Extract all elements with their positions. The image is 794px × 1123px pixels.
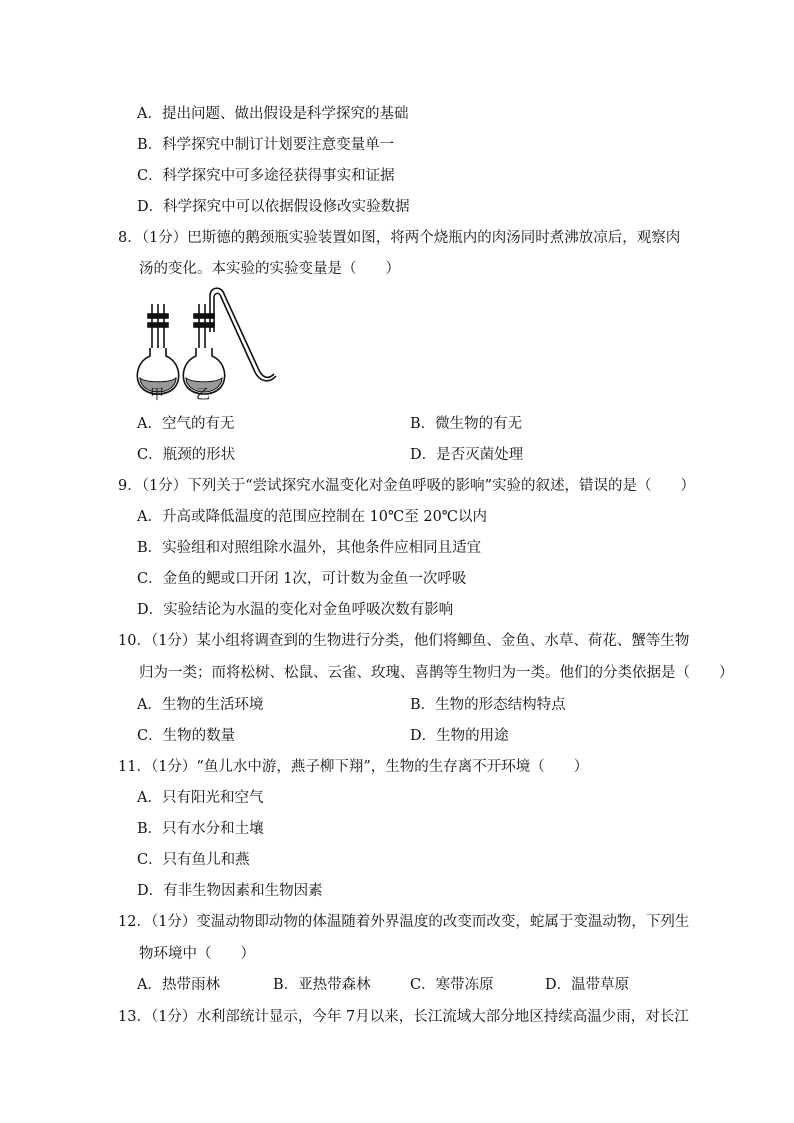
q11-stem: 11．（1分）“鱼儿水中游，燕子柳下翔”，生物的生存离不开环境（ ） (118, 759, 589, 775)
q12-option-c: C．寒带冻原 (410, 977, 494, 993)
q12-stem-line1: 12．（1分）变温动物即动物的体温随着外界温度的改变而改变，蛇属于变温动物，下列生 (118, 914, 690, 930)
q9-option-d: D．实验结论为水温的变化对金鱼呼吸次数有影响 (137, 602, 454, 618)
q9-stem: 9．（1分）下列关于“尝试探究水温变化对金鱼呼吸的影响”实验的叙述，错误的是（ ） (118, 478, 696, 494)
q8-option-b: B．微生物的有无 (410, 416, 523, 432)
q9-option-c: C．金鱼的鳃或口开闭 1次，可计数为金鱼一次呼吸 (137, 571, 467, 587)
q7-option-a: A．提出问题、做出假设是科学探究的基础 (137, 106, 409, 122)
q10-option-d: D．生物的用途 (410, 728, 509, 744)
q8-option-a: A．空气的有无 (137, 416, 235, 432)
q11-option-a: A．只有阳光和空气 (137, 790, 264, 806)
q9-option-a: A．升高或降低温度的范围应控制在 10℃至 20℃以内 (137, 509, 488, 525)
q8-stem-line1: 8．（1分）巴斯德的鹅颈瓶实验装置如图，将两个烧瓶内的肉汤同时煮沸放凉后，观察肉 (118, 230, 681, 246)
q12-option-a: A．热带雨林 (137, 977, 220, 993)
figure-label-yi: 乙 (196, 387, 210, 403)
q13-stem-line1: 13．（1分）水利部统计显示，今年 7月以来，长江流域大部分地区持续高温少雨，对长江 (118, 1009, 689, 1025)
q7-option-d: D．科学探究中可以依据假设修改实验数据 (137, 199, 410, 215)
q10-stem-line1: 10．（1分）某小组将调查到的生物进行分类，他们将鲫鱼、金鱼、水草、荷花、蟹等生物 (118, 633, 690, 649)
q11-option-c: C．只有鱼儿和燕 (137, 852, 250, 868)
q10-stem-line2: 归为一类；而将松树、松鼠、云雀、玫瑰、喜鹊等生物归为一类。他们的分类依据是（ ） (139, 665, 734, 681)
q10-option-a: A．生物的生活环境 (137, 697, 264, 713)
figure-label-jia: 甲 (150, 387, 164, 403)
q10-option-c: C．生物的数量 (137, 728, 236, 744)
q10-option-b: B．生物的形态结构特点 (410, 697, 566, 713)
q11-option-d: D．有非生物因素和生物因素 (137, 883, 323, 899)
q12-option-d: D．温带草原 (545, 977, 630, 993)
q7-option-b: B．科学探究中制订计划要注意变量单一 (137, 137, 395, 153)
q11-option-b: B．只有水分和土壤 (137, 821, 264, 837)
q8-option-d: D．是否灭菌处理 (410, 447, 524, 463)
q9-option-b: B．实验组和对照组除水温外，其他条件应相同且适宜 (137, 540, 482, 556)
q8-stem-line2: 汤的变化。本实验的实验变量是（ ） (139, 261, 400, 277)
q8-option-c: C．瓶颈的形状 (137, 447, 236, 463)
q12-option-b: B．亚热带森林 (273, 977, 371, 993)
q7-option-c: C．科学探究中可多途径获得事实和证据 (137, 168, 395, 184)
q12-stem-line2: 物环境中（ ） (139, 946, 255, 962)
